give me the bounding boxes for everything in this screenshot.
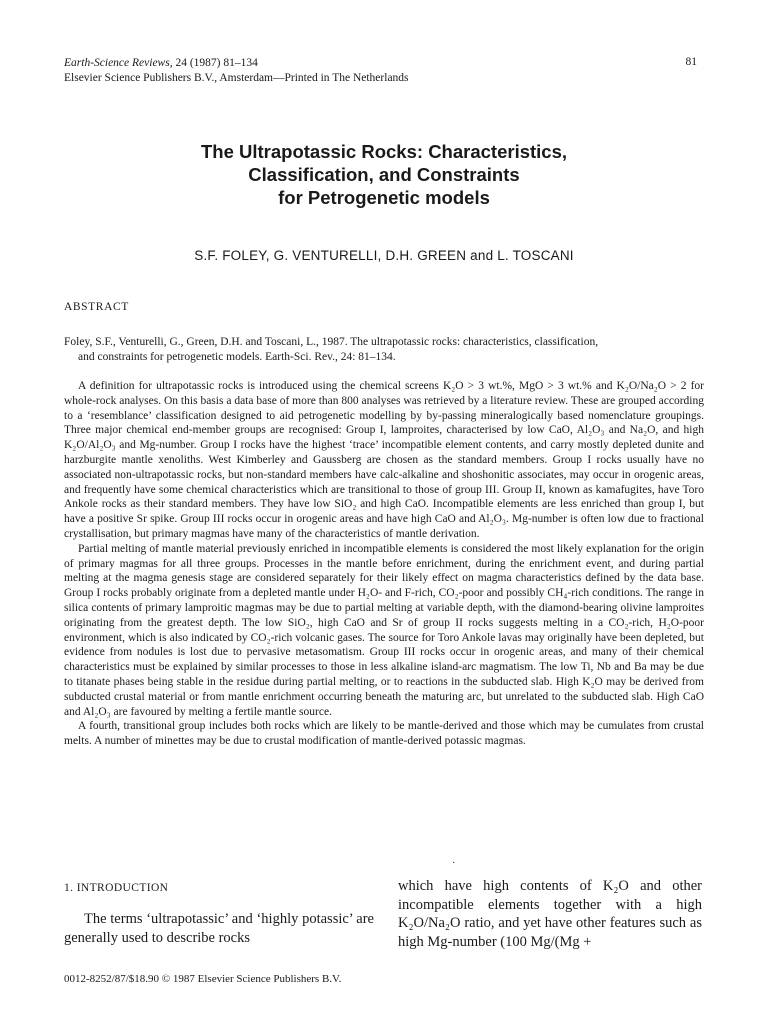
introduction-text-left: The terms ‘ultrapotassic’ and ‘highly potassic’ are generally used to describe rocks bbox=[64, 911, 374, 946]
title-line-2: Classification, and Constraints bbox=[248, 164, 520, 185]
publisher-line: Elsevier Science Publishers B.V., Amsterdam—Printed in The Netherlands bbox=[64, 72, 409, 84]
journal-name: Earth-Science Reviews, bbox=[64, 57, 173, 69]
left-column bbox=[64, 882, 374, 948]
introduction-text-right: which have high contents of K₂O and other incompatible elements together with a high K₂O/Na₂O ratio, and yet have other features such as high Mg-number (100 Mg/(Mg + bbox=[398, 878, 702, 950]
title-line-3: for Petrogenetic models bbox=[278, 187, 490, 208]
journal-volume: 24 (1987) 81–134 bbox=[172, 57, 258, 69]
journal-citation bbox=[64, 56, 409, 71]
citation-line-2: and constraints for petrogenetic models. Earth-Sci. Rev., 24: 81–134. bbox=[78, 350, 396, 363]
abstract-heading: ABSTRACT bbox=[64, 301, 129, 313]
copyright-footer: 0012-8252/87/$18.90 © 1987 Elsevier Science Publishers B.V. bbox=[64, 973, 342, 985]
article-title bbox=[0, 140, 768, 209]
page-number: 81 bbox=[685, 56, 697, 68]
abstract-paragraph-2: Partial melting of mantle material previously enriched in incompatible elements is considered the most likely explanation for the origin of primary magmas for all three groups. Processes in the mantle before enrichment, during the enrichment event, and during partial melting at the magma genesis stage are considered separately for their likely effect on magma characteristics defined by the data base. Group I rocks probably originate from a depleted mantle under H₂O- and F-rich, CO₂-poor and possibly CH₄-rich conditions. The range in silica contents of primary lamproitic magmas may be due to partial melting at variable depth, with the diamond-bearing olivine lamproites originating from the greatest depth. The low SiO₂, high CaO and Sr of group II rocks suggests melting in a CO₂-rich, H₂O-poor environment, which is also indicated by CO₂-rich volcanic gases. The source for Toro Ankole lavas may originally have been depleted, but evidence from nodules is lost due to pervasive metasomatism. Group III rocks occur in orogenic areas, and many of their chemical characteristics must be explained by similar processes to those in less alkaline island-arc magmatism. The low Ti, Nb and Ba may be due to titanate phases being stable in the residue during partial melting, or to reactions in the subducted slab. High K₂O may be derived from subducted crustal material or from mantle enrichment occurring beneath the maturing arc, but unrelated to the subducted slab. High CaO and Al₂O₃ are favoured by melting a fertile mantle source. bbox=[64, 542, 704, 718]
journal-header bbox=[64, 56, 409, 86]
author-list: S.F. FOLEY, G. VENTURELLI, D.H. GREEN and L. TOSCANI bbox=[194, 248, 574, 263]
abstract-paragraph-1: A definition for ultrapotassic rocks is introduced using the chemical screens K₂O > 3 wt.%, MgO > 3 wt.% and K₂O/Na₂O > 2 for whole-rock analyses. On this basis a data base of more than 800 analyses was retrieved by a literature review. These are grouped according to a ‘resemblance’ classification designed to aid petrogenetic modelling by by-passing mineralogically based nomenclature groupings. Three major chemical end-member groups are recognised: Group I, lamproites, characterised by low CaO, Al₂O₃ and Na₂O, and high K₂O/Al₂O₃ and Mg-number. Group I rocks have the highest ‘trace’ incompatible element contents, and carry mostly depleted dunite and harzburgite mantle xenoliths. West Kimberley and Gaussberg are chosen as the standard members. Group I rocks usually have no associated non-ultrapotassic rocks, but non-standard members have calc-alkaline and shoshonitic associates, may occur in orogenic areas, and frequently have some chemical characteristics which are transitional to those of group III. Group II, known as kamafugites, have Toro Ankole rocks as their standard members. They have low SiO₂ and high CaO. Incompatible elements are less enriched than group I, but have a positive Sr spike. Group III rocks occur in orogenic areas and have high CaO and Al₂O₃. Mg-number is often low due to fractional crystallisation, but primary magmas have many of the characteristics of mantle derivation. bbox=[64, 380, 704, 540]
stray-dot: · bbox=[452, 858, 456, 869]
abstract-body bbox=[64, 379, 704, 749]
abstract-citation bbox=[64, 335, 704, 364]
introduction-heading: 1. INTRODUCTION bbox=[64, 882, 169, 894]
abstract-paragraph-3: A fourth, transitional group includes both rocks which are likely to be mantle-derived and those which may be cumulates from crustal melts. A number of minettes may be due to crustal modification of mantle-derived potassic magmas. bbox=[64, 720, 704, 748]
citation-line-1: Foley, S.F., Venturelli, G., Green, D.H. and Toscani, L., 1987. The ultrapotassic rocks: characteristics, classification, bbox=[64, 336, 599, 348]
title-line-1: The Ultrapotassic Rocks: Characteristics, bbox=[200, 141, 568, 162]
